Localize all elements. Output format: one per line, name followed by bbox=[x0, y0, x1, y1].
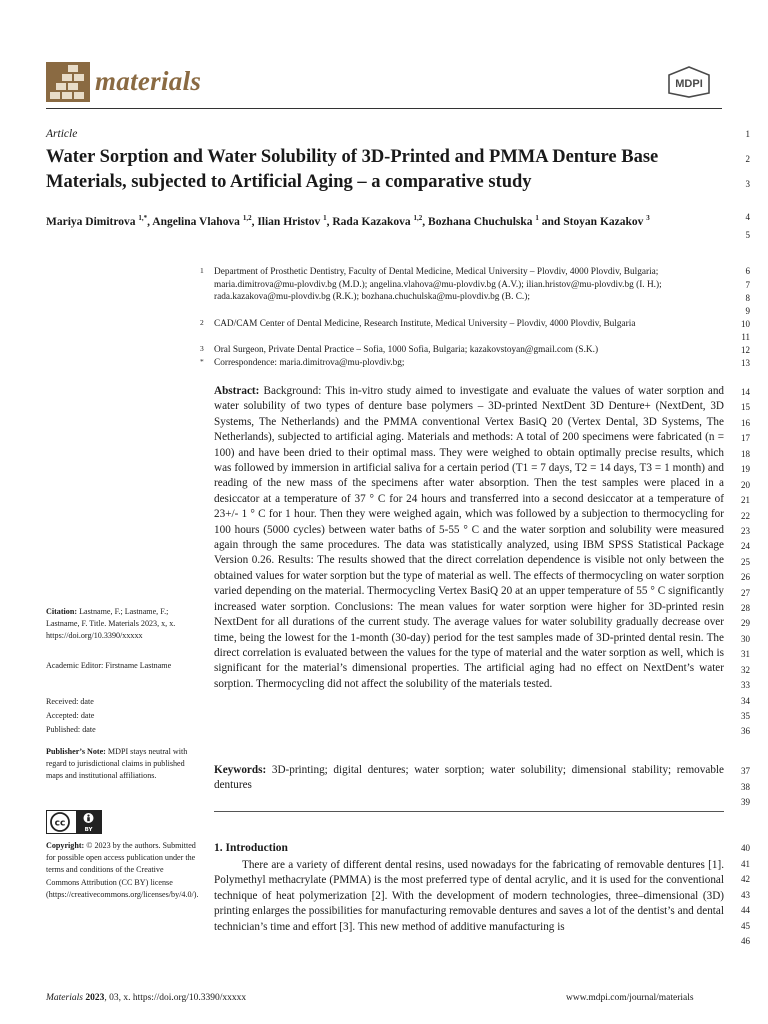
line-number: 14 bbox=[741, 387, 750, 397]
line-number: 35 bbox=[741, 711, 750, 721]
line-number: 46 bbox=[741, 936, 750, 946]
mdpi-logo-icon bbox=[667, 66, 711, 98]
line-number: 1 bbox=[745, 129, 750, 139]
publisher-note bbox=[46, 746, 198, 783]
line-number: 40 bbox=[741, 843, 750, 853]
line-number: 30 bbox=[741, 634, 750, 644]
line-number: 43 bbox=[741, 890, 750, 900]
header-rule bbox=[46, 108, 722, 109]
line-number: 25 bbox=[741, 557, 750, 567]
line-number: 38 bbox=[741, 782, 750, 792]
publisher-note-label: Publisher’s Note: bbox=[46, 747, 106, 756]
line-number: 41 bbox=[741, 859, 750, 869]
published-date: Published: date bbox=[46, 725, 96, 734]
cc-by-label: BY bbox=[84, 827, 93, 833]
line-number: 45 bbox=[741, 921, 750, 931]
materials-logo-icon bbox=[46, 62, 90, 102]
abstract-label: Abstract: bbox=[214, 385, 260, 397]
received-date: Received: date bbox=[46, 697, 94, 706]
article-title: Water Sorption and Water Solubility of 3D-Printed and PMMA Denture Base Materials, subjected to Artificial Aging – a comparative study bbox=[46, 147, 659, 192]
line-number: 28 bbox=[741, 603, 750, 613]
affiliation-3: 3 Oral Surgeon, Private Dental Practice – Sofia, 1000 Sofia, Bulgaria; kazakovstoyan@gmail.com (S.K.) bbox=[200, 344, 599, 355]
line-number: 3 bbox=[745, 179, 750, 189]
line-number: 20 bbox=[741, 480, 750, 490]
line-number: 22 bbox=[741, 511, 750, 521]
line-number: 5 bbox=[745, 230, 750, 240]
line-number: 6 bbox=[745, 266, 750, 276]
line-number: 18 bbox=[741, 449, 750, 459]
mdpi-logo bbox=[667, 66, 711, 98]
keywords-label: Keywords: bbox=[214, 764, 267, 776]
line-number: 39 bbox=[741, 797, 750, 807]
line-number: 17 bbox=[741, 433, 750, 443]
introduction-text: There are a variety of different dental resins, used nowadays for the fabricating of removable dentures [1]. Polymethyl methacrylate (PMMA) is the most preferred type of dental acrylic, and it is used for the conventional technique of heat polymerization [2]. With the development of modern technologies, three–dimensional (3D) printing enlarges the possibilities for manufacturing removable dentures and saves a lot of the dentist’s and dental technician’s time and effort [3]. This new method of additive manufacturing is bbox=[214, 859, 724, 933]
correspondence: * Correspondence: maria.dimitrova@mu-plovdiv.bg; bbox=[200, 357, 405, 368]
journal-name: materials bbox=[95, 66, 202, 96]
author-list: Mariya Dimitrova $^{1,*}$, Angelina Vlahova $^{1,2}$, Ilian Hristov $^1$, Rada Kazakova $^{1,2}$, Bozhana Chuchulska $^1$ and Stoyan Kazakov $^3$ bbox=[46, 214, 650, 228]
line-number: 27 bbox=[741, 588, 750, 598]
line-number: 13 bbox=[741, 358, 750, 368]
academic-editor: Academic Editor: Firstname Lastname bbox=[46, 661, 172, 670]
line-number: 24 bbox=[741, 541, 750, 551]
line-number: 2 bbox=[745, 154, 750, 164]
line-number: 21 bbox=[741, 495, 750, 505]
line-number: 44 bbox=[741, 905, 750, 915]
line-number: 9 bbox=[745, 306, 750, 316]
line-number: 34 bbox=[741, 696, 750, 706]
copyright-text: © 2023 by the authors. Submitted for possible open access publication under the terms and conditions of the Creative Commons Attribution (CC BY) license (https://creativecommons.org/licenses/by/4.0/). bbox=[46, 841, 199, 899]
line-number: 19 bbox=[741, 464, 750, 474]
line-number: 36 bbox=[741, 726, 750, 736]
line-number: 12 bbox=[741, 345, 750, 355]
citation-text: Lastname, F.; Lastname, F.; Lastname, F. Title. Materials 2023, x, x. https://doi.org/10.3390/xxxxx bbox=[46, 607, 176, 641]
line-number: 31 bbox=[741, 649, 750, 659]
line-number: 33 bbox=[741, 680, 750, 690]
line-number: 26 bbox=[741, 572, 750, 582]
line-number: 37 bbox=[741, 766, 750, 776]
line-number: 16 bbox=[741, 418, 750, 428]
line-number: 32 bbox=[741, 665, 750, 675]
line-number: 7 bbox=[745, 280, 750, 290]
affiliation-2: 2 CAD/CAM Center of Dental Medicine, Research Institute, Medical University – Plovdiv, 4000 Plovdiv, Bulgaria bbox=[200, 318, 636, 329]
publisher-note-text: MDPI stays neutral with regard to jurisdictional claims in published maps and institutional affiliations. bbox=[46, 747, 188, 781]
abstract bbox=[214, 384, 724, 692]
publisher-name: MDPI bbox=[675, 78, 703, 90]
line-number: 11 bbox=[741, 332, 750, 342]
line-number: 23 bbox=[741, 526, 750, 536]
line-number: 8 bbox=[745, 293, 750, 303]
accepted-date: Accepted: date bbox=[46, 711, 95, 720]
cc-by-license-icon bbox=[46, 810, 102, 834]
abstract-text: Background: This in-vitro study aimed to investigate and evaluate the values of water sorption and water solubility of two types of denture base polymers – 3D-printed NextDent 3D Denture+ (NextDent, 3D Systems, The Netherlands) and the PMMA conventional Vertex BasiQ 20 (Vertex Dental, 3D Systems, The Netherlands), subjected to artificial aging. Materials and methods: A total of 200 specimens were fabricated (n = 100) and have been dried to their optimal mass. They were weighed to obtain optimally precise results, which was followed by immersion in artificial saliva for a certain period (T1 = 7 days, T2 = 14 days, T3 = 1 month) and reading of the new mass of the specimens after water absorption. Then the test samples were placed in a desiccator at a temperature of 37 ° C for 24 hours and transferred into a second desiccator at a temperature of 23+/- 1 ° C for 1 hour. Then they were weighed again, which was followed by a subjection to thermocycling for 100 hours (5000 cycles) between water baths of 5-55 ° C and the water sorption and solubility were measured again through the same procedures. The data was statistically analyzed, using IBM SPSS Statistical Package Version 0.26. Results: The results showed that the direct correlation dependence is visible not only between the obtained values for water sorption but the type of material as well. The effects of thermocycling on water sorption varied depending on the material. Thermocycling Vertex BasiQ 20 at an upper temperature of 55 ° C significantly increased water sorption. Conclusions: The mean values for water sorption were higher for 3D-printed resin NextDent for all durations of the current study. The average values for water solubility gradually decrease over time, being the lowest for the 1-month (30-day) period for the test samples made of 3D-printed dental resin. The direct correlation is evaluated between the values for the type of material and the water sorption as well, which is significant for the material’s dimensional properties. The artificial aging had no effect on NextDent’s water sorption. Thermocycling did not affect the solubility of the materials tested. bbox=[214, 385, 725, 690]
article-type: Article bbox=[46, 128, 78, 140]
line-number: 42 bbox=[741, 874, 750, 884]
section-rule bbox=[214, 811, 724, 812]
line-number: 15 bbox=[741, 402, 750, 412]
line-number: 10 bbox=[741, 319, 750, 329]
cc-label: cc bbox=[54, 818, 66, 829]
line-number: 4 bbox=[745, 212, 750, 222]
citation-block bbox=[46, 606, 198, 643]
affiliation-1: 1 Department of Prosthetic Dentistry, Faculty of Dental Medicine, Medical University – Plovdiv, 4000 Plovdiv, Bulgaria; maria.dimitrova@mu-plovdiv.bg (M.D.); angelina.vlahova@mu-plovdiv.bg (A.V.); ilian.hristov@mu-plovdiv.bg (I. H.); rada.kazakova@mu-plovdiv.bg (R.K.); bozhana.chuchulska@mu-plovdiv.bg (B. C.); bbox=[200, 266, 662, 303]
keywords bbox=[214, 763, 724, 794]
journal-logo bbox=[46, 62, 90, 102]
citation-label: Citation: bbox=[46, 607, 78, 616]
keywords-text: 3D-printing; digital dentures; water sorption; water solubility; dimensional stability; removable dentures bbox=[214, 764, 724, 792]
line-number: 29 bbox=[741, 618, 750, 628]
introduction-heading: 1. Introduction bbox=[214, 842, 288, 854]
copyright-label: Copyright: bbox=[46, 841, 85, 850]
footer-citation: Materials 2023, 03, x. https://doi.org/10.3390/xxxxx bbox=[46, 993, 247, 1003]
copyright-block bbox=[46, 840, 198, 901]
footer-journal-url[interactable]: www.mdpi.com/journal/materials bbox=[566, 993, 694, 1003]
cc-by-badge[interactable] bbox=[46, 810, 102, 834]
